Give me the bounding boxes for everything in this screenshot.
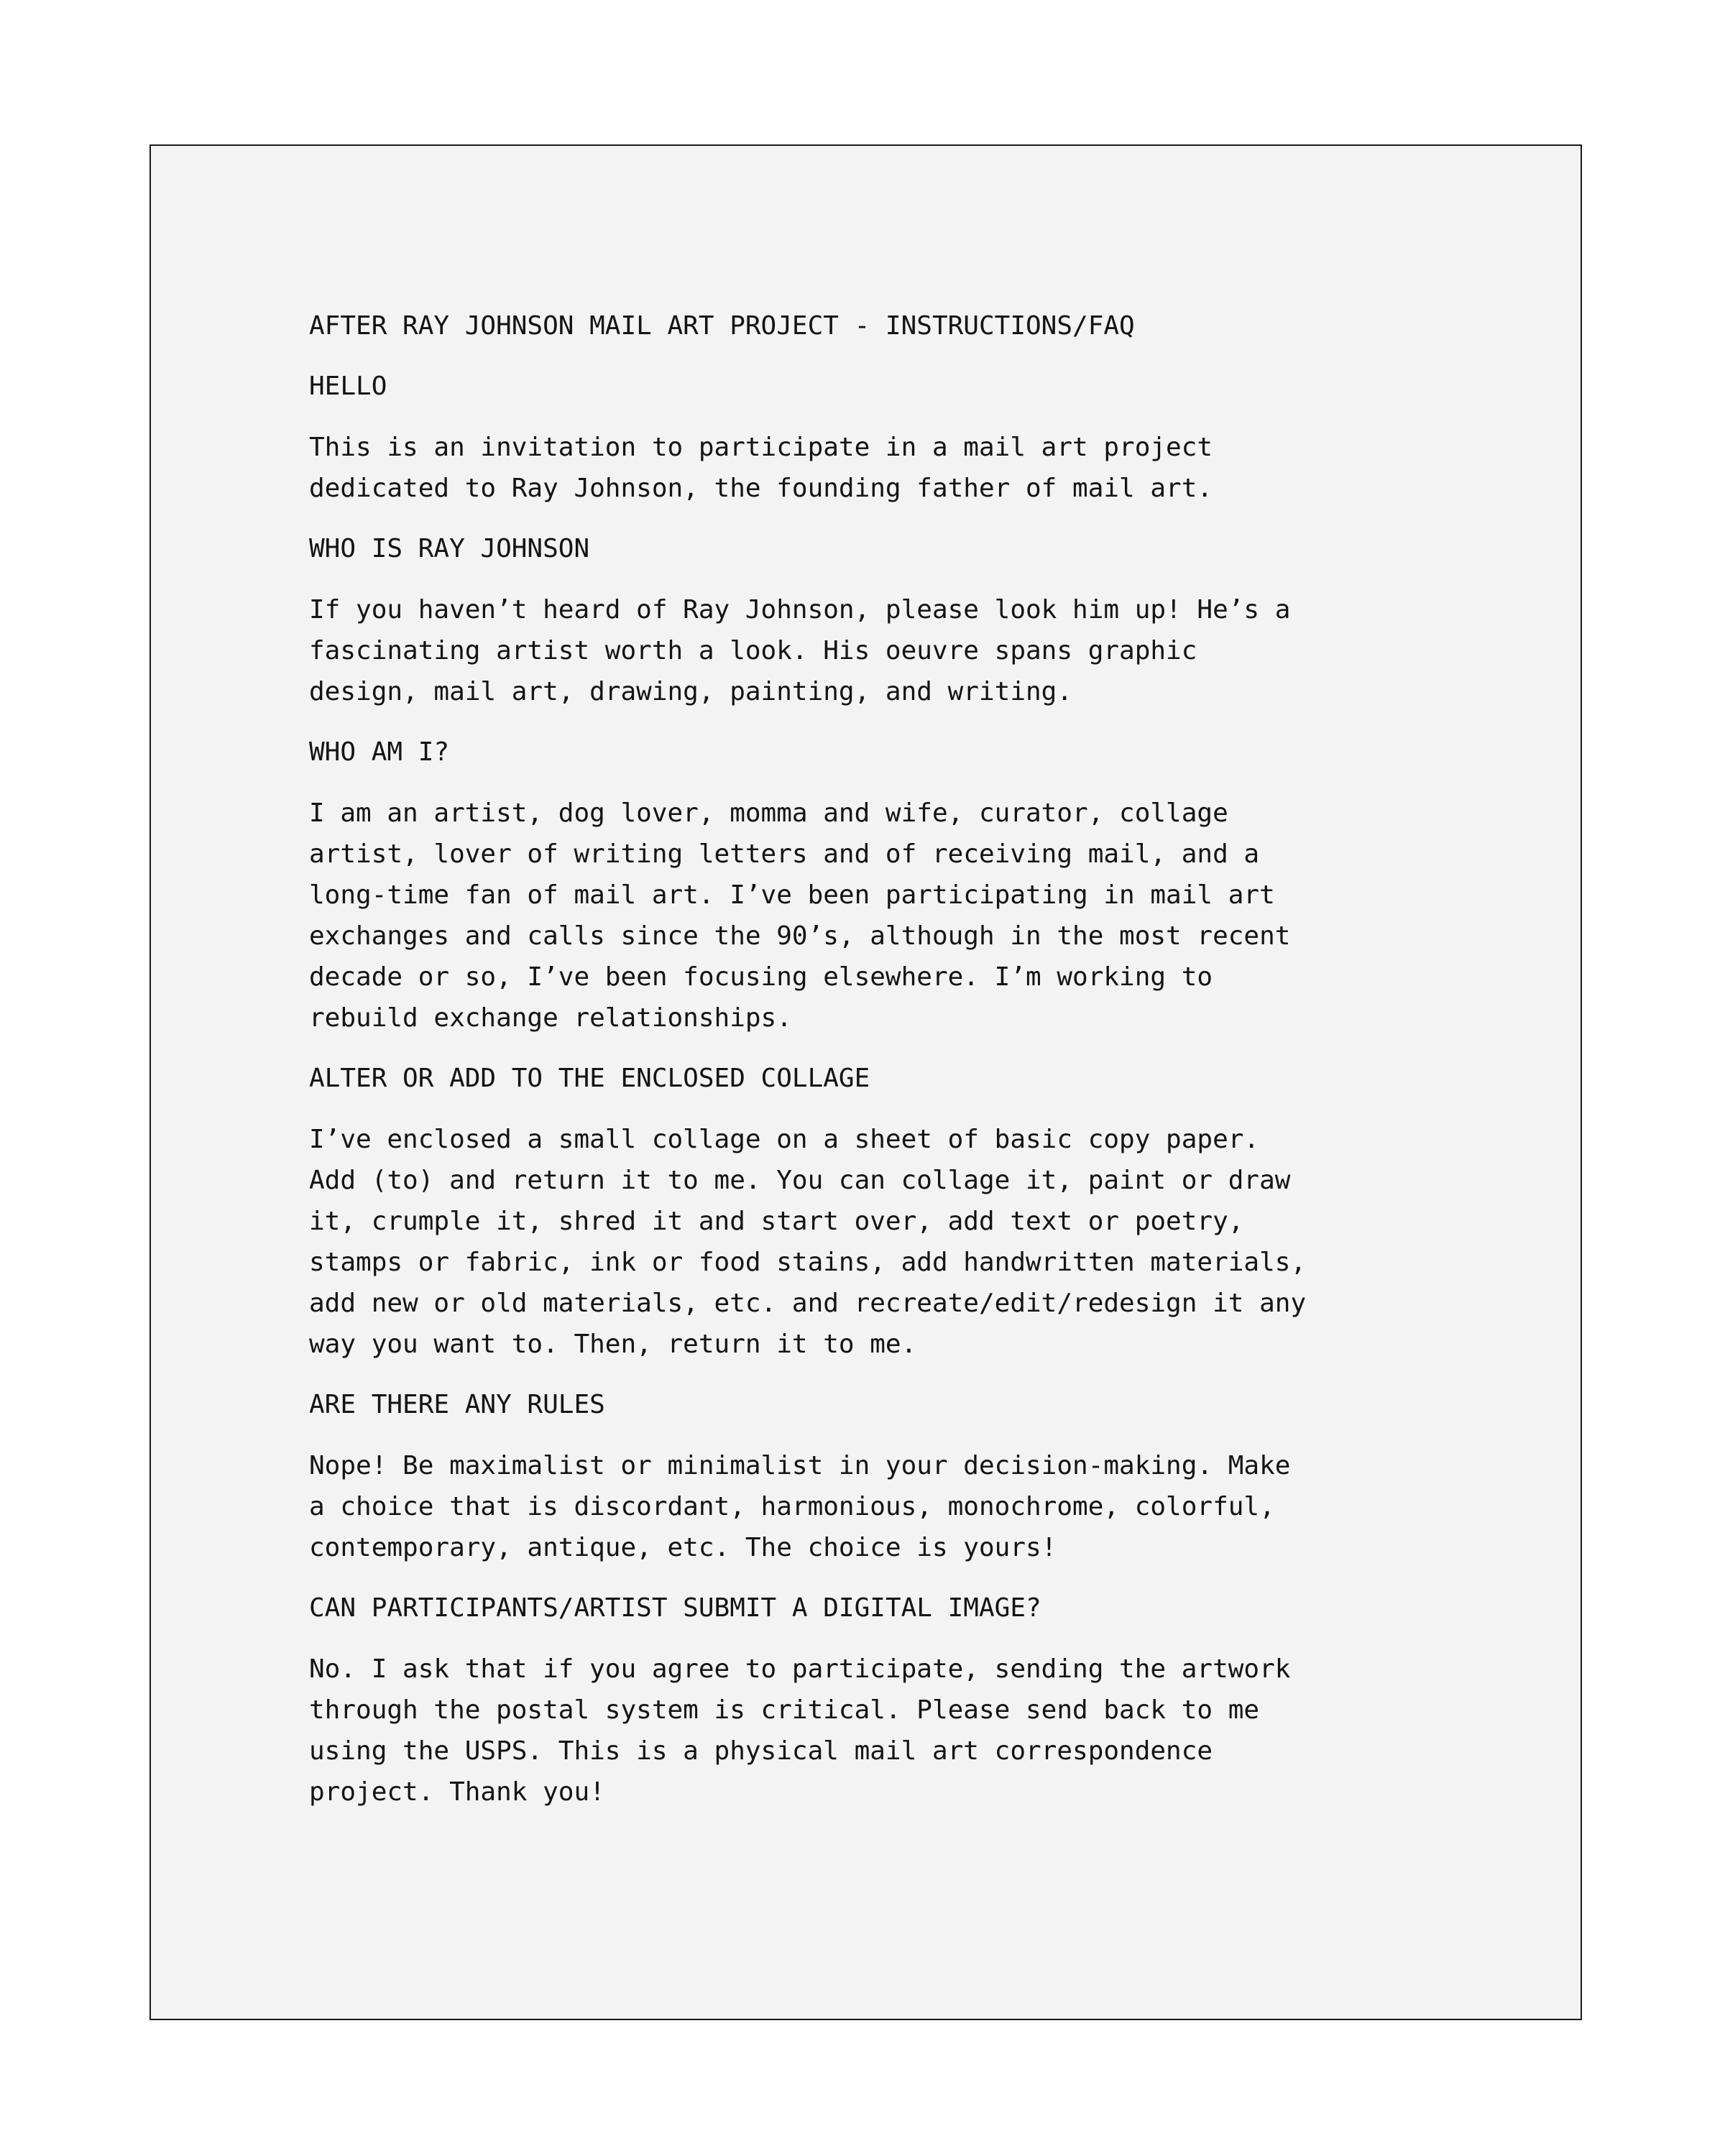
section-heading-who-is-ray-johnson: WHO IS RAY JOHNSON bbox=[309, 534, 590, 563]
document-title: AFTER RAY JOHNSON MAIL ART PROJECT - INSTRUCTIONS/FAQ bbox=[309, 311, 1135, 341]
document-content bbox=[309, 305, 1545, 1832]
section-body-hello: This is an invitation to participate in a mail art project dedicated to Ray Johnson, the founding father of mail art. bbox=[309, 433, 1213, 503]
section-body-digital-image: No. I ask that if you agree to participate, sending the artwork through the postal system is critical. Please send back to me using the USPS. This is a physical mail art correspondence project. Thank you! bbox=[309, 1654, 1291, 1807]
document-page bbox=[150, 144, 1582, 2020]
section-heading-rules: ARE THERE ANY RULES bbox=[309, 1390, 605, 1419]
section-heading-hello: HELLO bbox=[309, 372, 387, 401]
section-body-alter-collage: I’ve enclosed a small collage on a sheet of basic copy paper. Add (to) and return it to me. You can collage it, paint or draw it, crumple it, shred it and start over, add text or poetry, stamps or fabric, ink or food stains, add handwritten materials, add new or old materials, etc. and recreate/edit/redesign it any way you want to. Then, return it to me. bbox=[309, 1125, 1307, 1359]
section-heading-digital-image: CAN PARTICIPANTS/ARTIST SUBMIT A DIGITAL IMAGE? bbox=[309, 1593, 1041, 1623]
section-body-who-am-i: I am an artist, dog lover, momma and wife, curator, collage artist, lover of writing letters and of receiving mail, and a long-time fan of mail art. I’ve been participating in mail art exchanges and calls since the 90’s, although in the most recent decade or so, I’ve been focusing elsewhere. I’m working to rebuild exchange relationships. bbox=[309, 798, 1291, 1033]
section-body-who-is-ray-johnson: If you haven’t heard of Ray Johnson, please look him up! He’s a fascinating artist worth a look. His oeuvre spans graphic design, mail art, drawing, painting, and writing. bbox=[309, 595, 1291, 706]
section-heading-alter-collage: ALTER OR ADD TO THE ENCLOSED COLLAGE bbox=[309, 1064, 870, 1093]
section-body-rules: Nope! Be maximalist or minimalist in your decision-making. Make a choice that is discordant, harmonious, monochrome, colorful, contemporary, antique, etc. The choice is yours! bbox=[309, 1451, 1291, 1562]
section-heading-who-am-i: WHO AM I? bbox=[309, 737, 450, 767]
